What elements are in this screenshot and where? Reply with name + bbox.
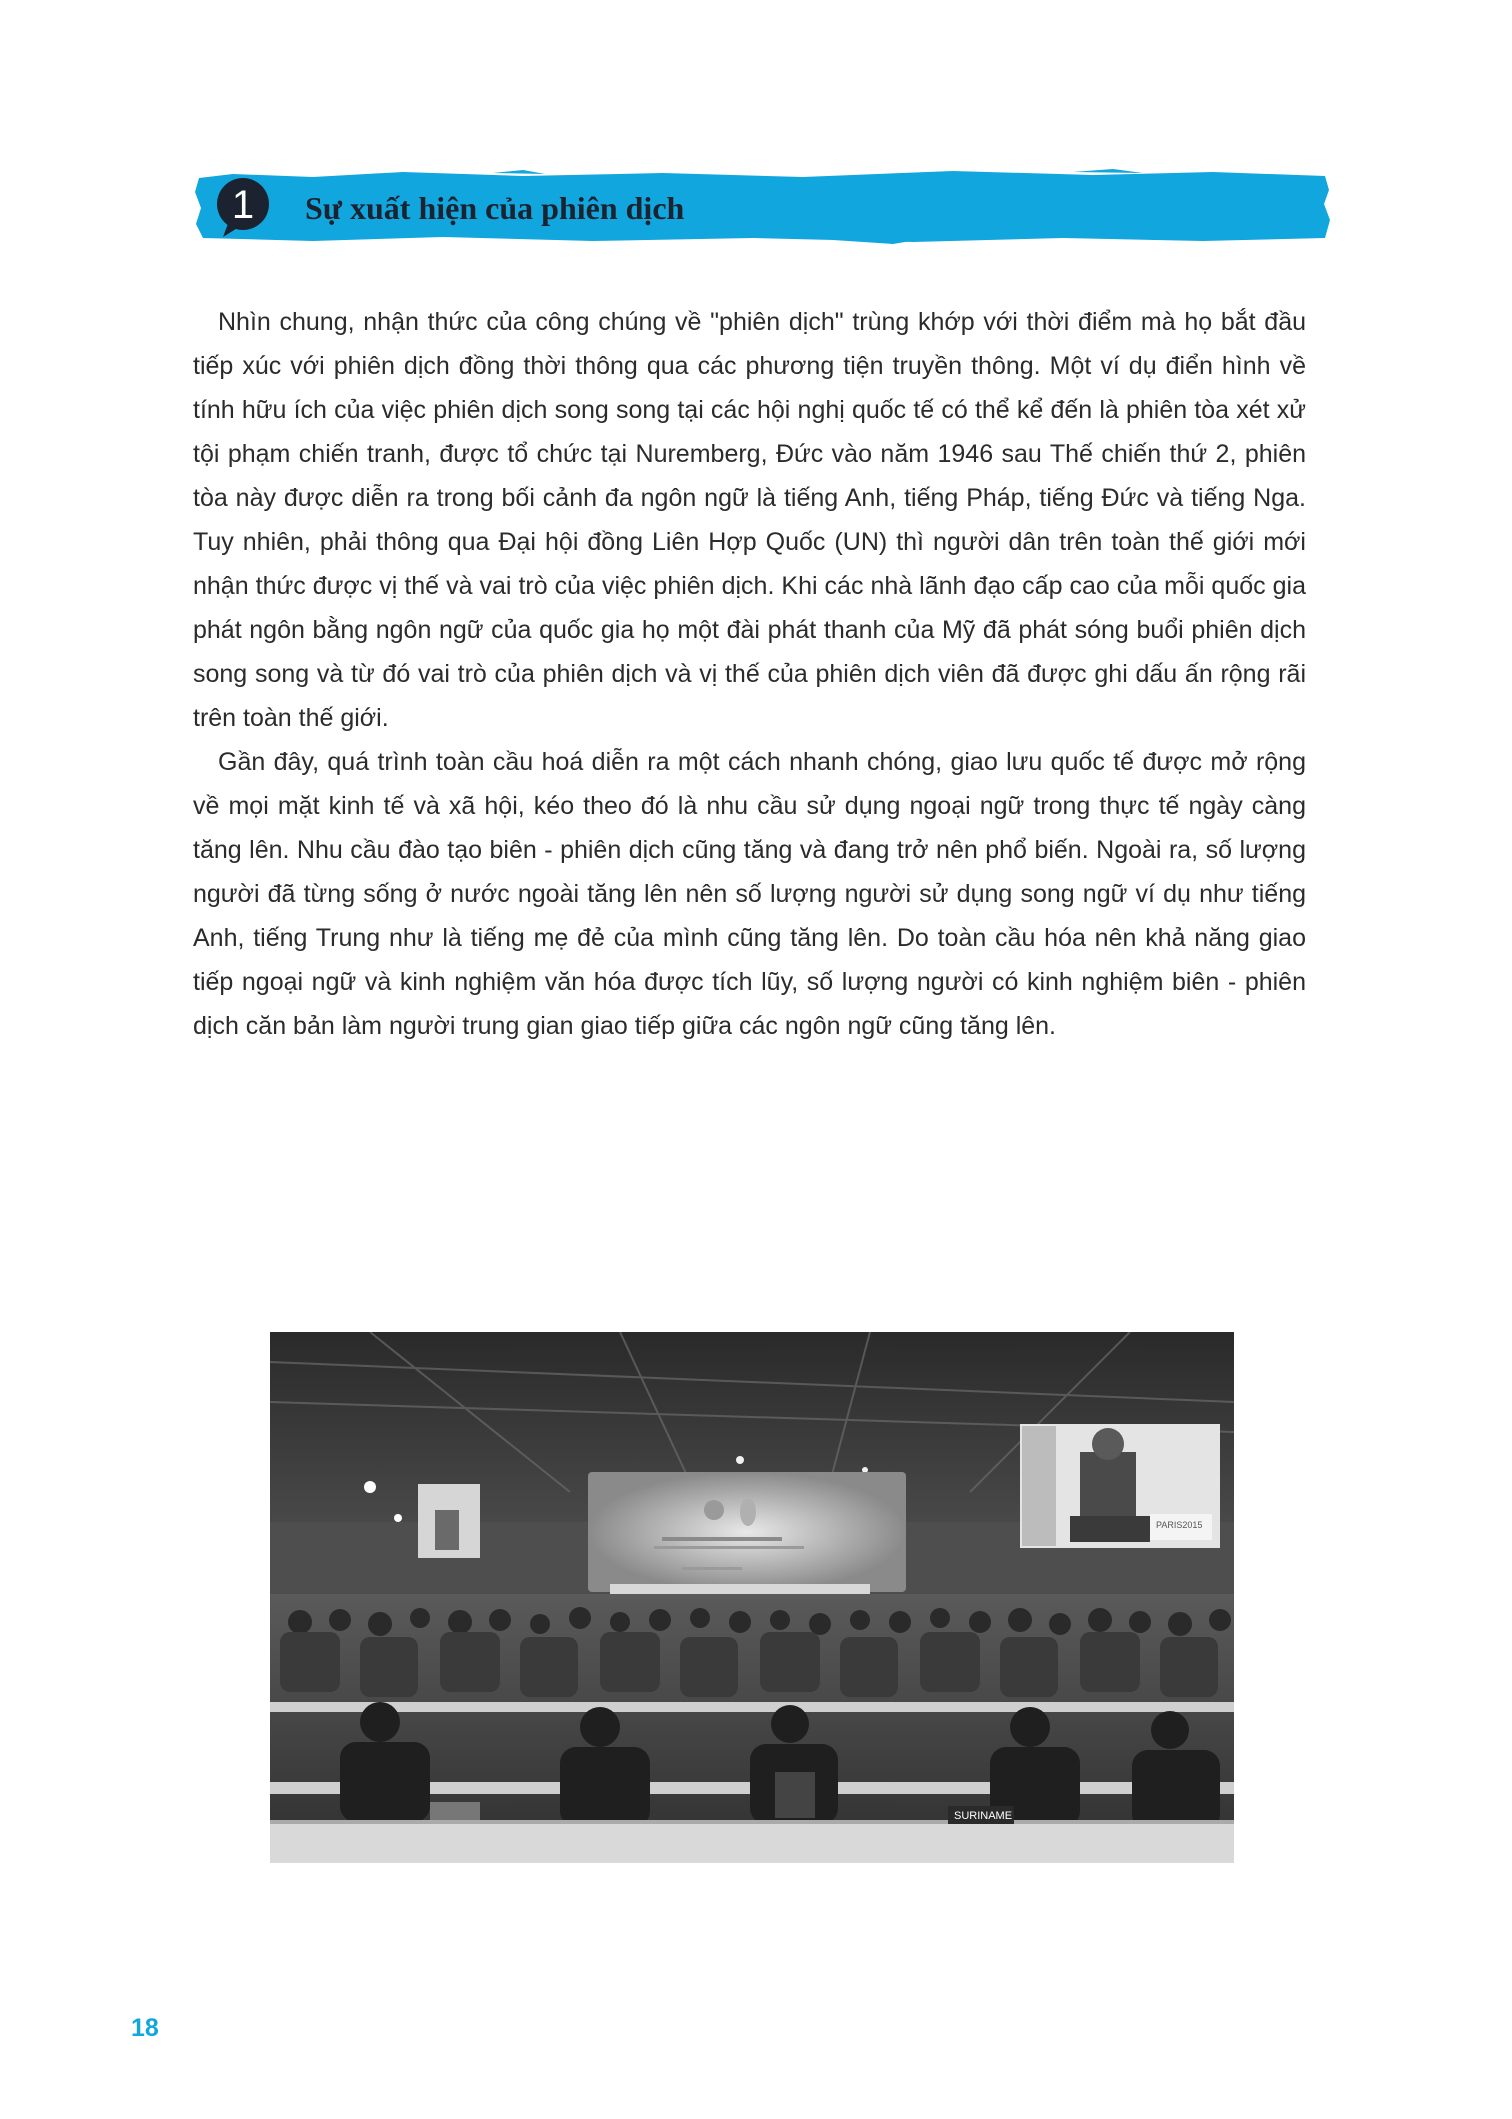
- page-number: 18: [131, 2014, 159, 2042]
- conference-photo: [270, 1332, 1234, 1863]
- section-banner: [193, 168, 1333, 245]
- paragraph: Gần đây, quá trình toàn cầu hoá diễn ra một cách nhanh chóng, giao lưu quốc tế được mở rộng về mọi mặt kinh tế và xã hội, kéo theo đó là nhu cầu sử dụng ngoại ngữ trong thực tế ngày càng tăng lên. Nhu cầu đào tạo biên - phiên dịch cũng tăng và đang trở nên phổ biến. Ngoài ra, số lượng người đã từng sống ở nước ngoài tăng lên nên số lượng người sử dụng song ngữ ví dụ như tiếng Anh, tiếng Trung như là tiếng mẹ đẻ của mình cũng tăng lên. Do toàn cầu hóa nên khả năng giao tiếp ngoại ngữ và kinh nghiệm văn hóa được tích lũy, số lượng người có kinh nghiệm biên - phiên dịch căn bản làm người trung gian giao tiếp giữa các ngôn ngữ cũng tăng lên.: [193, 748, 1306, 1040]
- section-number: 1: [231, 183, 255, 227]
- section-title: Sự xuất hiện của phiên dịch: [305, 190, 685, 226]
- screen-caption: PARIS2015: [1156, 1520, 1203, 1530]
- paragraph: Nhìn chung, nhận thức của công chúng về "phiên dịch" trùng khớp với thời điểm mà họ bắt đầu tiếp xúc với phiên dịch đồng thời thông qua các phương tiện truyền thông. Một ví dụ điển hình về tính hữu ích của việc phiên dịch song song tại các hội nghị quốc tế có thể kể đến là phiên tòa xét xử tội phạm chiến tranh, được tổ chức tại Nuremberg, Đức vào năm 1946 sau Thế chiến thứ 2, phiên tòa này được diễn ra trong bối cảnh đa ngôn ngữ là tiếng Anh, tiếng Pháp, tiếng Đức và tiếng Nga. Tuy nhiên, phải thông qua Đại hội đồng Liên Hợp Quốc (UN) thì người dân trên toàn thế giới mới nhận thức được vị thế và vai trò của việc phiên dịch. Khi các nhà lãnh đạo cấp cao của mỗi quốc gia phát ngôn bằng ngôn ngữ của quốc gia họ một đài phát thanh của Mỹ đã phát sóng buổi phiên dịch song song và từ đó vai trò của phiên dịch và vị thế của phiên dịch viên đã được ghi dấu ấn rộng rãi trên toàn thế giới.: [193, 308, 1306, 732]
- body-text: [193, 300, 1306, 1048]
- country-placard: SURINAME: [954, 1810, 1013, 1822]
